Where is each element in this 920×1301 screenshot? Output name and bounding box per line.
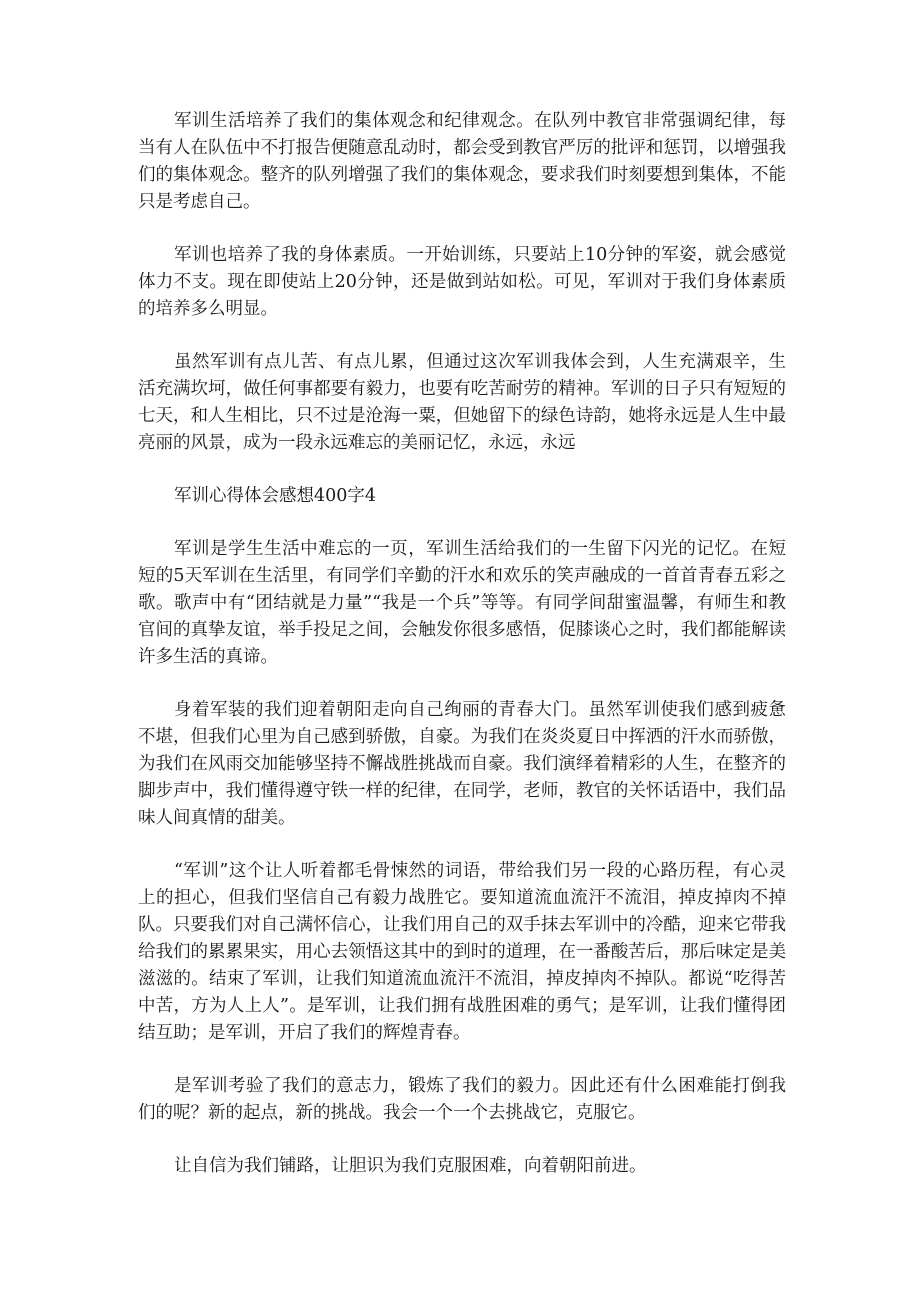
paragraph-collective-discipline: 军训生活培养了我们的集体观念和纪律观念。在队列中教官非常强调纪律，每当有人在队伍中不打报告便随意乱动时，都会受到教官严厉的批评和惩罚，以增强我们的集体观念。整齐的队列增强了我们的集体观念，要求我们时刻要想到集体，不能只是考虑自己。 [138, 111, 786, 212]
paragraph-physical-fitness: 军训也培养了我的身体素质。一开始训练，只要站上10分钟的军姿，就会感觉体力不支。现在即使站上20分钟，还是做到站如松。可见，军训对于我们身体素质的培养多么明显。 [138, 245, 786, 319]
paragraph-military-training-word: “军训”这个让人听着都毛骨悚然的词语，带给我们另一段的心路历程，有心灵上的担心，但我们坚信自己有毅力战胜它。要知道流血流汗不流泪，掉皮掉肉不掉队。只要我们对自己满怀信心，让我们用自己的双手抹去军训中的冷酷，迎来它带我给我们的累累果实，用心去领悟这其中的到时的道理，在一番酸苦后，那后味定是美滋滋的。结束了军训，让我们知道流血流汗不流泪，掉皮掉肉不掉队。都说“吃得苦中苦，方为人上人”。是军训，让我们拥有战胜困难的勇气；是军训，让我们懂得团结互助；是军训，开启了我们的辉煌青春。 [138, 861, 786, 1043]
paragraph-uniform-pride: 身着军装的我们迎着朝阳走向自己绚丽的青春大门。虽然军训使我们感到疲惫不堪，但我们心里为自己感到骄傲，自豪。为我们在炎炎夏日中挥洒的汗水而骄傲，为我们在风雨交加能够坚持不懈战胜挑战而自豪。我们演绎着精彩的人生，在整齐的脚步声中，我们懂得遵守铁一样的纪律，在同学，老师，教官的关怀话语中，我们品味人间真情的甜美。 [138, 700, 786, 828]
paragraph-willpower: 是军训考验了我们的意志力，锻炼了我们的毅力。因此还有什么困难能打倒我们的呢？新的起点，新的挑战。我会一个一个去挑战它，克服它。 [138, 1076, 786, 1123]
section-heading: 军训心得体会感想400字4 [174, 486, 377, 506]
paragraph-perseverance: 虽然军训有点儿苦、有点儿累，但通过这次军训我体会到，人生充满艰辛，生活充满坎坷，做任何事都要有毅力，也要有吃苦耐劳的精神。军训的日子只有短短的七天，和人生相比，只不过是沧海一粟，但她留下的绿色诗韵，她将永远是人生中最亮丽的风景，成为一段永远难忘的美丽记忆，永远，永远 [138, 352, 786, 453]
paragraph-confidence: 让自信为我们铺路，让胆识为我们克服困难，向着朝阳前进。 [174, 1156, 647, 1176]
paragraph-memorable-page: 军训是学生生活中难忘的一页，军训生活给我们的一生留下闪光的记忆。在短短的5天军训在生活里，有同学们辛勤的汗水和欢乐的笑声融成的一首首青春五彩之歌。歌声中有“团结就是力量”“我是一个兵”等等。有同学间甜蜜温馨，有师生和教官间的真挚友谊，举手投足之间，会触发你很多感悟，促膝谈心之时，我们都能解读许多生活的真谛。 [138, 539, 786, 667]
document-body [138, 108, 786, 1180]
